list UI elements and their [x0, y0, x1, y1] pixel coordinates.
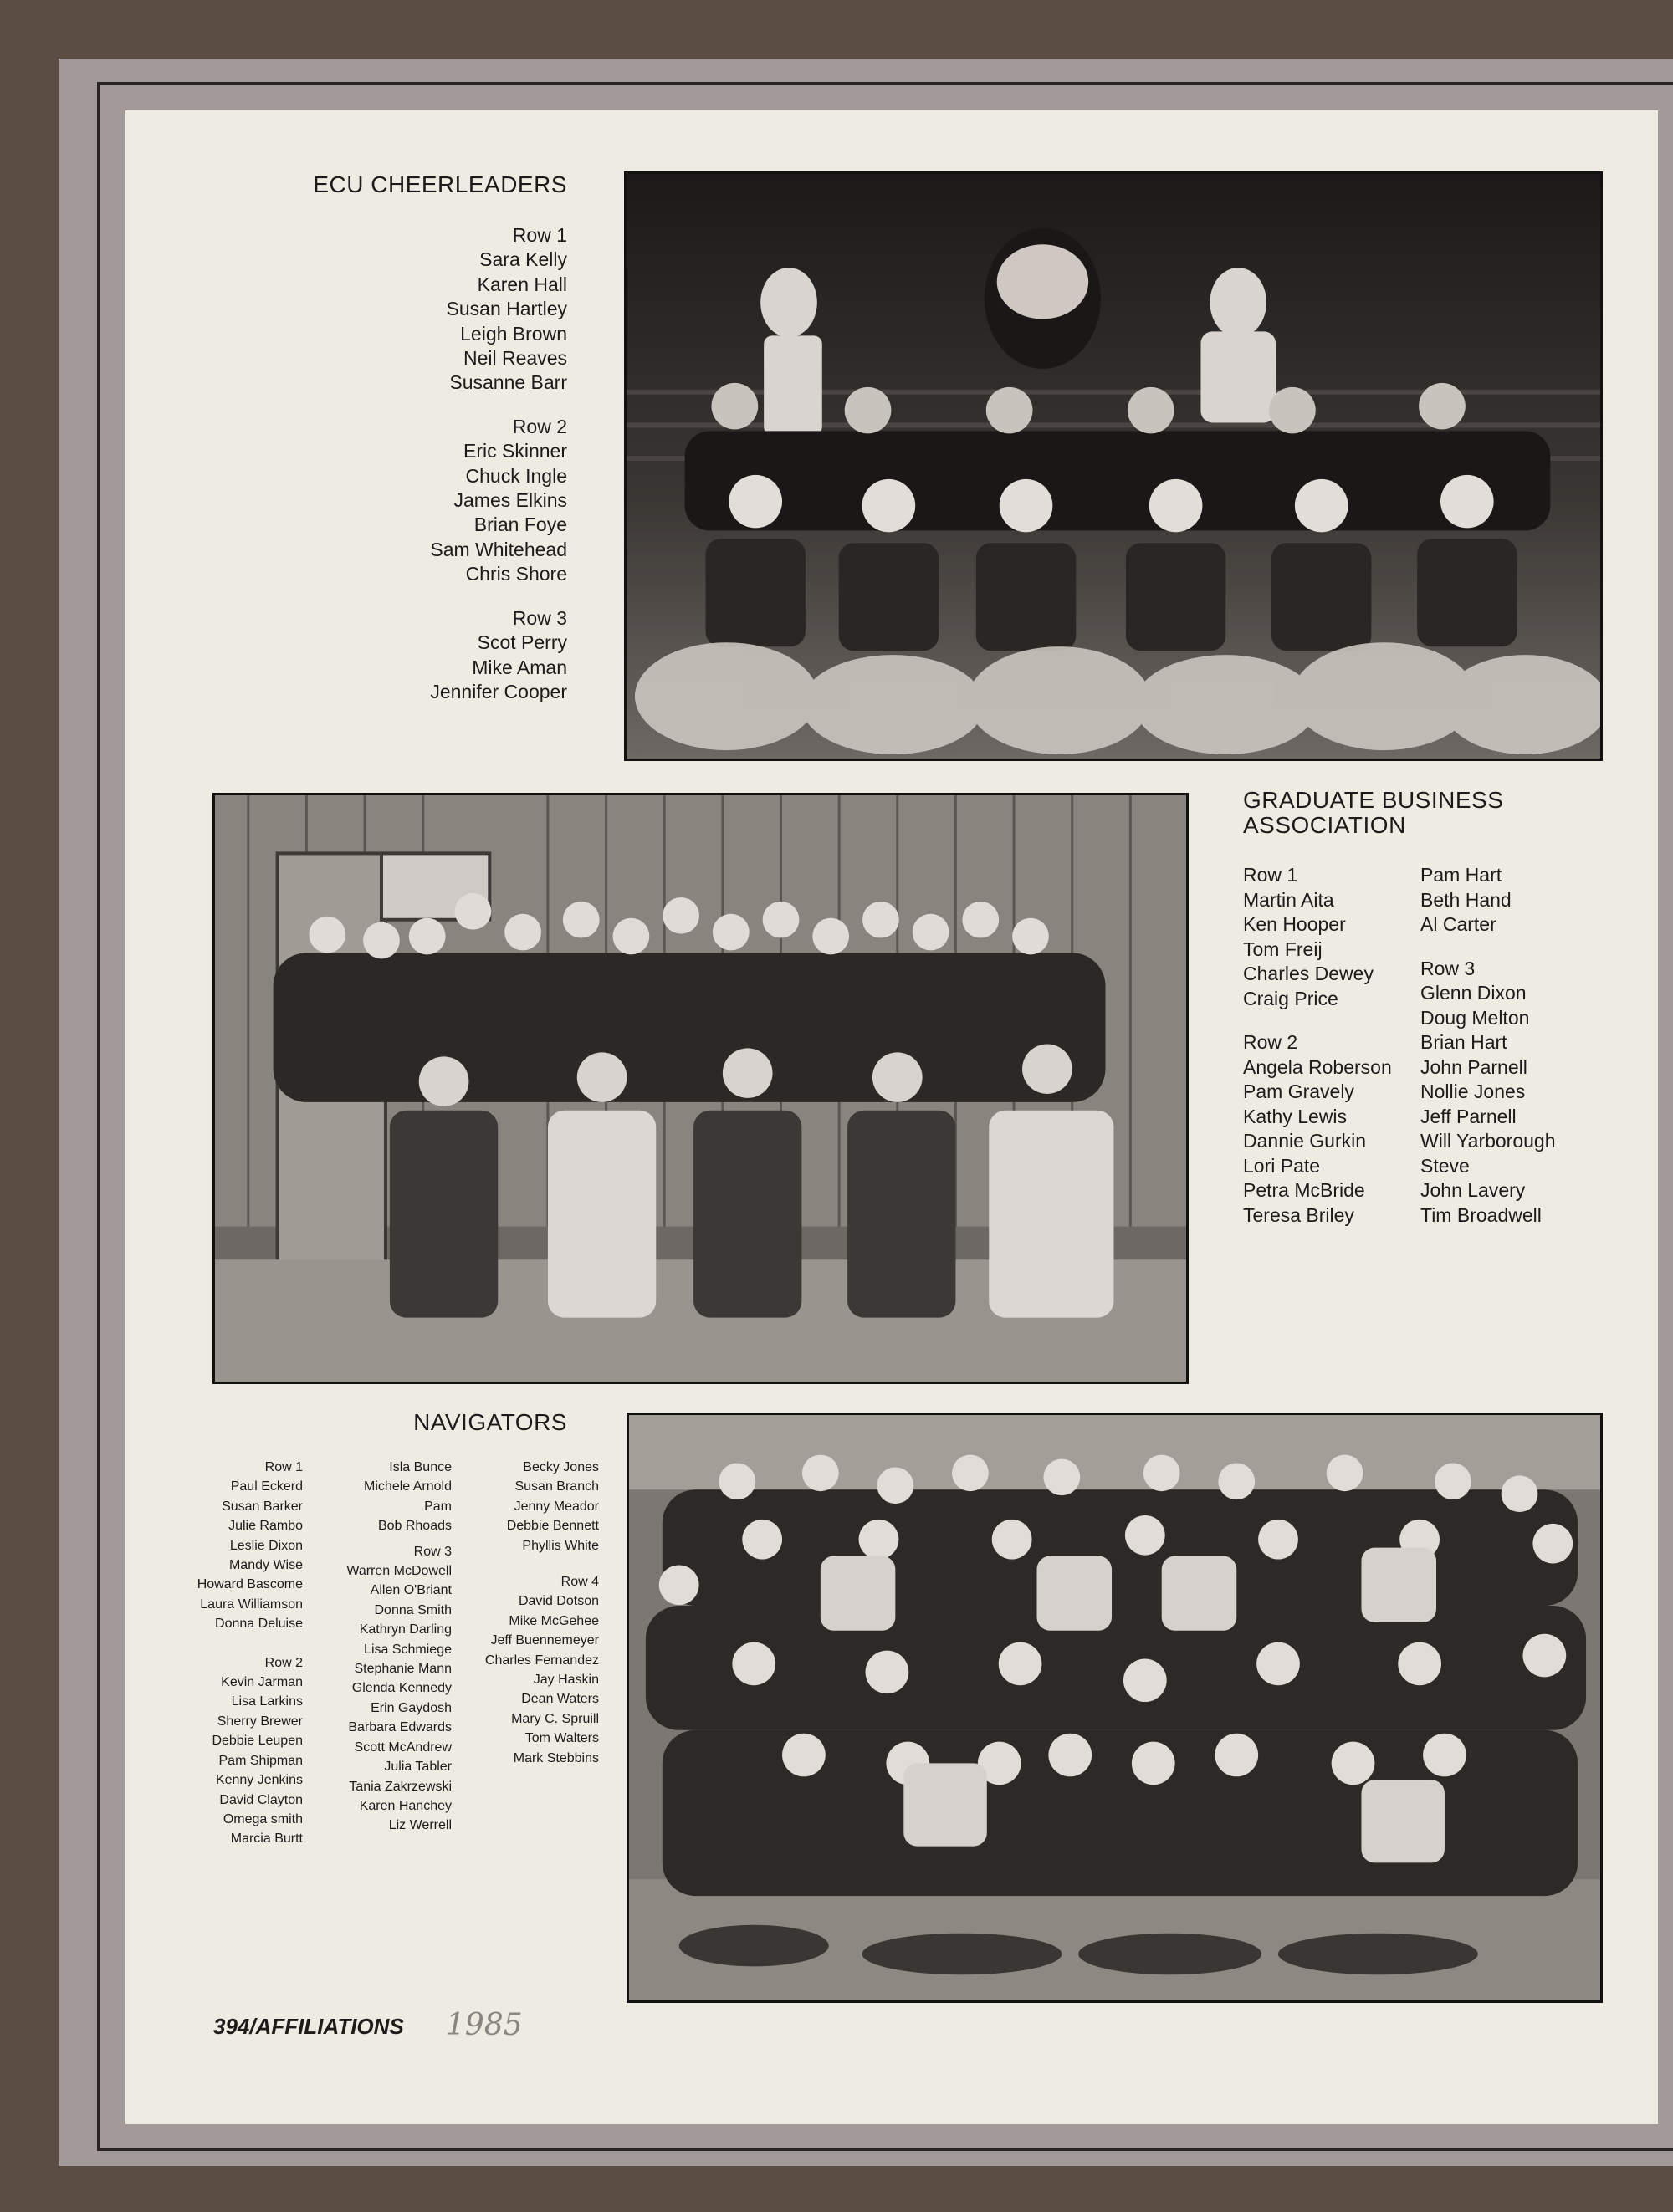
- row-label: Row 4: [560, 1575, 599, 1590]
- name: Mike Aman: [472, 656, 567, 678]
- row-label: Row 3: [512, 606, 567, 629]
- name: Glenda Kennedy: [351, 1681, 452, 1696]
- name: Stephanie Mann: [354, 1662, 452, 1677]
- name: James Elkins: [453, 489, 567, 512]
- name: Donna Deluise: [215, 1617, 303, 1632]
- name: Scott McAndrew: [354, 1739, 452, 1755]
- name: Ken Hooper: [1243, 913, 1346, 935]
- name: Lisa Larkins: [231, 1694, 303, 1709]
- name: Tom Freij: [1243, 937, 1323, 960]
- gba-names-col1: [1243, 863, 1392, 1228]
- navigators-names-col3: [485, 1458, 599, 1768]
- graduate-business-association-photo: [212, 793, 1189, 1384]
- name: Al Carter: [1420, 913, 1496, 935]
- navigators-names-col1: [197, 1458, 303, 1849]
- cheerleaders-names: [430, 223, 567, 704]
- name: Steve: [1420, 1154, 1470, 1177]
- navigators-title: NAVIGATORS: [413, 1409, 567, 1435]
- name: Angela Roberson: [1243, 1055, 1392, 1078]
- row-label: Row 2: [264, 1655, 303, 1670]
- name: Dean Waters: [521, 1692, 599, 1707]
- name: Chris Shore: [465, 563, 567, 585]
- name: Tim Broadwell: [1420, 1203, 1542, 1226]
- name: Julie Rambo: [228, 1519, 303, 1534]
- name: Will Yarborough: [1420, 1130, 1556, 1152]
- name: Dannie Gurkin: [1243, 1130, 1367, 1152]
- name: Mandy Wise: [228, 1558, 303, 1573]
- name: Debbie Leupen: [212, 1734, 303, 1749]
- name: Leigh Brown: [460, 322, 567, 345]
- row-label: Row 1: [264, 1460, 303, 1474]
- name: Tania Zakrzewski: [349, 1779, 452, 1794]
- name: John Lavery: [1420, 1179, 1526, 1201]
- name: Lori Pate: [1243, 1154, 1321, 1177]
- name: Kenny Jenkins: [215, 1773, 303, 1788]
- name: Erin Gaydosh: [371, 1700, 452, 1715]
- name: Charles Dewey: [1243, 963, 1374, 984]
- name: Bob Rhoads: [377, 1519, 452, 1534]
- name: Jay Haskin: [533, 1673, 599, 1688]
- name: Debbie Bennett: [506, 1519, 599, 1534]
- name: David Dotson: [518, 1594, 599, 1609]
- row-label: Row 3: [413, 1544, 452, 1559]
- name: Allen O'Briant: [370, 1583, 452, 1598]
- name: Howard Bascome: [197, 1577, 303, 1592]
- name: David Clayton: [219, 1792, 303, 1807]
- name: John Parnell: [1420, 1055, 1527, 1078]
- name: Kathryn Darling: [359, 1622, 452, 1637]
- name: Eric Skinner: [463, 440, 567, 462]
- navigators-names-col2: [346, 1458, 452, 1836]
- name: Barbara Edwards: [348, 1720, 452, 1735]
- name: Becky Jones: [523, 1460, 599, 1474]
- name: Julia Tabler: [384, 1760, 452, 1775]
- name: Isla Bunce: [389, 1460, 452, 1474]
- row-label: Row 1: [512, 224, 567, 246]
- row-label: Row 3: [1420, 957, 1476, 979]
- navigators-photo: [627, 1413, 1603, 2003]
- name: Omega smith: [223, 1811, 303, 1826]
- name: Pam Hart: [1420, 864, 1502, 886]
- name: Susanne Barr: [449, 371, 567, 394]
- name: Laura Williamson: [200, 1596, 303, 1612]
- name: Sam Whitehead: [430, 538, 567, 560]
- name: Tom Walters: [524, 1731, 599, 1746]
- name: Kevin Jarman: [221, 1675, 303, 1690]
- name: Marcia Burtt: [230, 1831, 303, 1847]
- name: Chuck Ingle: [465, 464, 567, 487]
- name: Neil Reaves: [463, 347, 567, 370]
- name: Susan Branch: [514, 1479, 599, 1494]
- name: Michele Arnold: [364, 1479, 452, 1494]
- name: Teresa Briley: [1243, 1203, 1354, 1226]
- name: Doug Melton: [1420, 1006, 1530, 1029]
- name: Beth Hand: [1420, 888, 1512, 911]
- name: Liz Werrell: [388, 1818, 452, 1833]
- name: Pam: [424, 1499, 452, 1514]
- name: Mark Stebbins: [513, 1750, 599, 1765]
- name: Sherry Brewer: [217, 1714, 303, 1729]
- name: Donna Smith: [374, 1602, 452, 1617]
- gba-title: GRADUATE BUSINESS ASSOCIATION: [1243, 787, 1504, 839]
- name: Susan Hartley: [446, 298, 567, 320]
- page-footer-label: 394/AFFILIATIONS: [213, 2014, 404, 2039]
- cheerleaders-title: ECU CHEERLEADERS: [313, 171, 567, 197]
- name: Jennifer Cooper: [430, 680, 567, 702]
- name: Jeff Parnell: [1420, 1105, 1517, 1127]
- name: Lisa Schmiege: [364, 1642, 452, 1657]
- name: Petra McBride: [1243, 1179, 1365, 1201]
- row-label: Row 1: [1243, 864, 1298, 886]
- name: Jeff Buennemeyer: [490, 1633, 599, 1648]
- name: Nollie Jones: [1420, 1080, 1526, 1102]
- name: Charles Fernandez: [484, 1653, 599, 1668]
- name: Karen Hanchey: [359, 1798, 452, 1813]
- gba-names-col2: [1420, 863, 1556, 1228]
- cheerleaders-photo: [624, 171, 1603, 761]
- name: Martin Aita: [1243, 888, 1334, 911]
- row-label: Row 2: [1243, 1031, 1298, 1053]
- name: Craig Price: [1243, 987, 1338, 1009]
- name: Kathy Lewis: [1243, 1105, 1348, 1127]
- name: Pam Gravely: [1243, 1080, 1354, 1102]
- name: Brian Hart: [1420, 1031, 1507, 1053]
- name: Susan Barker: [222, 1499, 303, 1514]
- name: Sara Kelly: [479, 248, 567, 271]
- name: Phyllis White: [522, 1538, 599, 1553]
- name: Jenny Meador: [514, 1499, 599, 1514]
- name: Pam Shipman: [218, 1753, 303, 1768]
- name: Warren McDowell: [346, 1564, 452, 1579]
- name: Mike McGehee: [509, 1613, 599, 1628]
- name: Mary C. Spruill: [511, 1711, 599, 1726]
- name: Karen Hall: [477, 273, 567, 295]
- handwritten-year: 1985: [446, 2008, 523, 2042]
- name: Glenn Dixon: [1420, 982, 1527, 1004]
- row-label: Row 2: [512, 415, 567, 437]
- name: Paul Eckerd: [230, 1479, 303, 1494]
- name: Leslie Dixon: [229, 1538, 303, 1553]
- name: Brian Foye: [473, 513, 567, 536]
- name: Scot Perry: [477, 631, 567, 654]
